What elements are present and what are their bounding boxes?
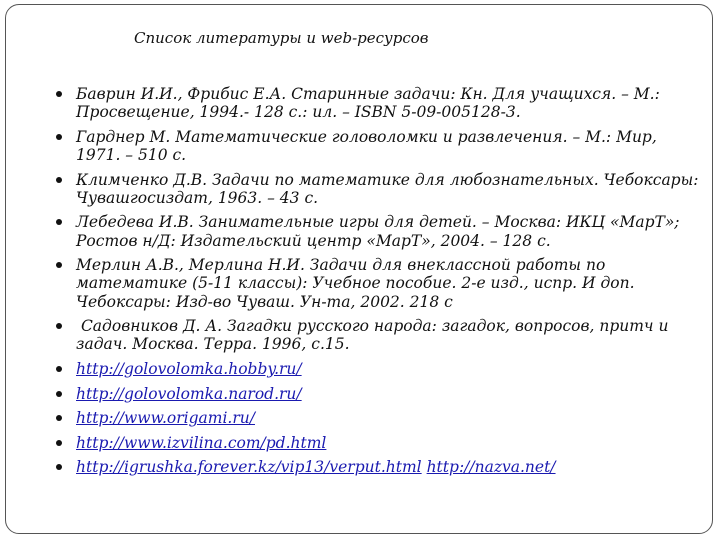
- slide-frame: [5, 4, 713, 534]
- reference-text: Гарднер М. Математические головоломки и развлечения. – М.: Мир, 1971. – 510 с.: [76, 127, 657, 164]
- reference-item: [56, 213, 706, 249]
- reference-item: [56, 85, 706, 121]
- reference-item: [56, 171, 706, 207]
- references-list: [56, 85, 706, 483]
- bullet-icon: [56, 415, 62, 421]
- bullet-icon: [56, 91, 62, 97]
- link-nazva[interactable]: http://nazva.net/: [426, 458, 556, 477]
- bullet-icon: [56, 262, 62, 268]
- reference-text: Климченко Д.В. Задачи по математике для любознательных. Чебоксары: Чувашгосиздат, 1963. – 43 с.: [76, 170, 699, 207]
- page-title: Список литературы и web-ресурсов: [134, 29, 429, 47]
- bullet-icon: [56, 177, 62, 183]
- link-golovolomka-hobby[interactable]: http://golovolomka.hobby.ru/: [76, 359, 302, 378]
- link-igrushka[interactable]: http://igrushka.forever.kz/vip13/verput.html: [76, 458, 422, 477]
- link-item: [56, 360, 706, 378]
- bullet-icon: [56, 219, 62, 225]
- bullet-icon: [56, 366, 62, 372]
- reference-item: [56, 256, 706, 311]
- link-item: [56, 409, 706, 427]
- reference-item: [56, 317, 706, 353]
- link-golovolomka-narod[interactable]: http://golovolomka.narod.ru/: [76, 384, 302, 403]
- reference-item: [56, 128, 706, 164]
- bullet-icon: [56, 323, 62, 329]
- link-item: [56, 385, 706, 403]
- link-item: [56, 434, 706, 452]
- link-origami[interactable]: http://www.origami.ru/: [76, 409, 255, 428]
- bullet-icon: [56, 391, 62, 397]
- bullet-icon: [56, 440, 62, 446]
- link-item: [56, 458, 706, 476]
- reference-text: Лебедева И.В. Занимательные игры для детей. – Москва: ИКЦ «МарТ»; Ростов н/Д: Издательский центр «МарТ», 2004. – 128 с.: [76, 213, 680, 250]
- reference-text: Садовников Д. А. Загадки русского народа: загадок, вопросов, притч и задач. Москва. Терра. 1996, с.15.: [76, 317, 674, 354]
- link-izvilina[interactable]: http://www.izvilina.com/pd.html: [76, 433, 327, 452]
- reference-text: Баврин И.И., Фрибис Е.А. Старинные задачи: Кн. Для учащихся. – М.: Просвещение, 1994.- 128 с.: ил. – ISBN 5-09-005128-3.: [76, 85, 660, 122]
- bullet-icon: [56, 464, 62, 470]
- bullet-icon: [56, 134, 62, 140]
- reference-text: Мерлин А.В., Мерлина Н.И. Задачи для внеклассной работы по математике (5-11 классы): Учебное пособие. 2-е изд., испр. И доп. Чебоксары: Изд-во Чуваш. Ун-та, 2002. 218 с: [76, 256, 635, 311]
